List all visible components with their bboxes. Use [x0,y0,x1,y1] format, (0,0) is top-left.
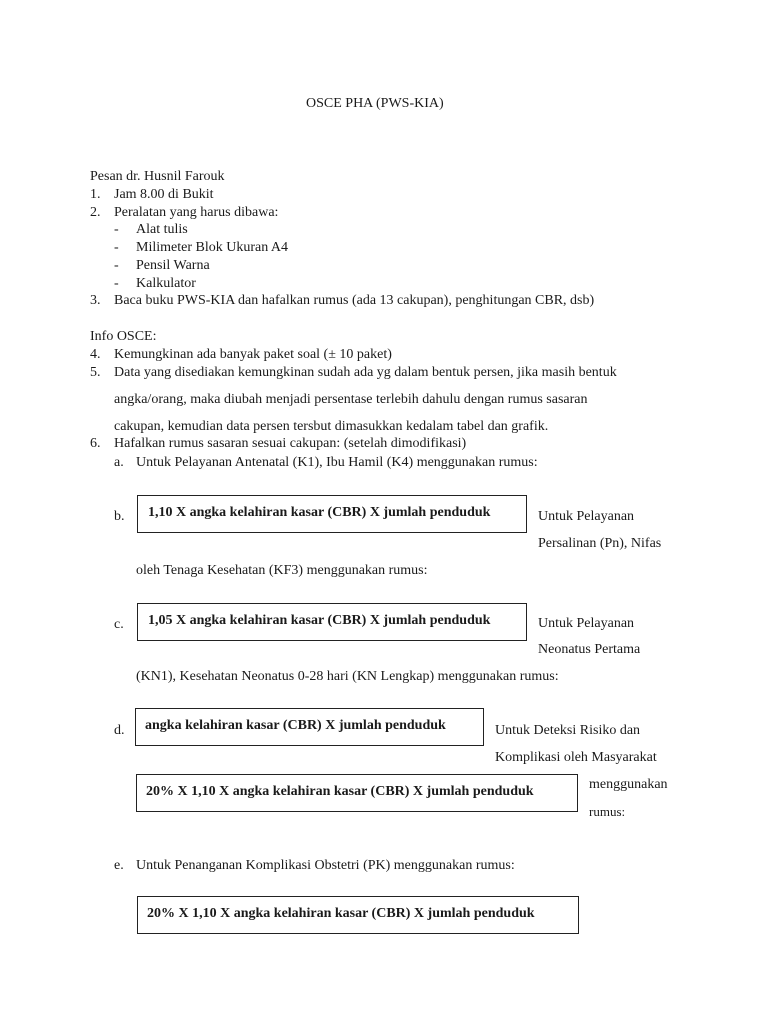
list-item: Baca buku PWS-KIA dan hafalkan rumus (ada 13 cakupan), penghitungan CBR, dsb) [114,293,595,308]
list-number: 2. [90,205,101,220]
sub-label: a. [114,455,124,470]
list-number: 1. [90,187,101,202]
equipment-item: Kalkulator [136,276,196,291]
sub-label: b. [114,509,125,524]
bullet-dash: - [114,240,119,255]
list-item: Hafalkan rumus sasaran sesuai cakupan: (setelah dimodifikasi) [114,436,467,451]
equipment-item: Pensil Warna [136,258,210,273]
sub-label: e. [114,858,124,873]
formula-side-text: Komplikasi oleh Masyarakat [495,750,657,765]
list-number: 3. [90,293,101,308]
list-item-line: angka/orang, maka diubah menjadi persentase terlebih dahulu dengan rumus sasaran [114,392,588,407]
bullet-dash: - [114,258,119,273]
formula-side-text: Untuk Pelayanan [538,616,635,631]
formula-side-text: Untuk Deteksi Risiko dan [495,723,641,738]
sub-label: c. [114,617,124,632]
formula-continuation: (KN1), Kesehatan Neonatus 0-28 hari (KN Lengkap) menggunakan rumus: [136,669,559,684]
list-item-line: Data yang disediakan kemungkinan sudah ada yg dalam bentuk persen, jika masih bentuk [114,365,617,380]
list-item: Peralatan yang harus dibawa: [114,205,279,220]
formula-side-text: menggunakan [589,777,668,792]
formula-box [136,774,578,812]
formula-box [137,896,579,934]
sub-item: Untuk Penanganan Komplikasi Obstetri (PK) menggunakan rumus: [136,858,515,873]
formula-text: angka kelahiran kasar (CBR) X jumlah penduduk [145,718,446,733]
list-number: 4. [90,347,101,362]
info-heading: Info OSCE: [90,329,157,344]
page-title: OSCE PHA (PWS-KIA) [306,96,444,111]
formula-side-text: rumus: [589,804,626,819]
list-item: Kemungkinan ada banyak paket soal (± 10 paket) [114,347,392,362]
formula-continuation: oleh Tenaga Kesehatan (KF3) menggunakan rumus: [136,563,428,578]
formula-side-text: Persalinan (Pn), Nifas [538,536,662,551]
formula-side-text: Neonatus Pertama [538,642,641,657]
formula-text: 1,05 X angka kelahiran kasar (CBR) X jumlah penduduk [148,613,491,628]
equipment-item: Milimeter Blok Ukuran A4 [136,240,289,255]
formula-box [135,708,484,746]
list-number: 5. [90,365,101,380]
pesan-heading: Pesan dr. Husnil Farouk [90,169,225,184]
formula-text: 20% X 1,10 X angka kelahiran kasar (CBR) X jumlah penduduk [146,784,534,799]
list-number: 6. [90,436,101,451]
equipment-item: Alat tulis [136,222,188,237]
formula-text: 20% X 1,10 X angka kelahiran kasar (CBR) X jumlah penduduk [147,906,535,921]
bullet-dash: - [114,222,119,237]
bullet-dash: - [114,276,119,291]
list-item: Jam 8.00 di Bukit [114,187,214,202]
sub-label: d. [114,723,125,738]
sub-item: Untuk Pelayanan Antenatal (K1), Ibu Hamil (K4) menggunakan rumus: [136,455,538,470]
list-item-line: cakupan, kemudian data persen tersbut dimasukkan kedalam tabel dan grafik. [114,419,549,434]
formula-text: 1,10 X angka kelahiran kasar (CBR) X jumlah penduduk [148,505,491,520]
formula-side-text: Untuk Pelayanan [538,509,635,524]
formula-box [137,495,527,533]
formula-box [137,603,527,641]
